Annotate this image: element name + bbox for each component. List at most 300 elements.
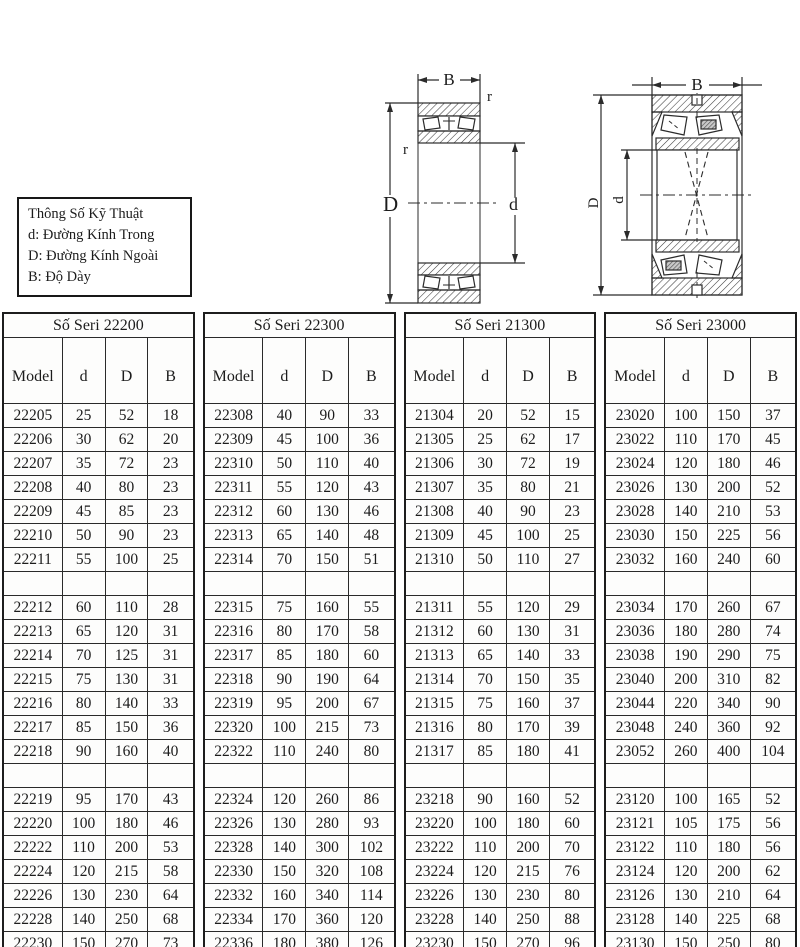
series-table [604, 312, 797, 947]
dim-label-B: B [691, 75, 703, 94]
separator-cell [405, 764, 464, 788]
value-cell: 45 [62, 500, 105, 524]
model-cell: 23040 [605, 668, 664, 692]
value-cell: 55 [62, 548, 105, 572]
value-cell: 72 [105, 452, 148, 476]
table-row [405, 500, 596, 524]
separator-cell [507, 572, 550, 596]
model-cell: 21306 [405, 452, 464, 476]
table-row [3, 908, 194, 932]
model-cell: 21312 [405, 620, 464, 644]
model-cell: 22219 [3, 788, 62, 812]
separator-cell [3, 572, 62, 596]
value-cell: 170 [306, 620, 349, 644]
model-cell: 22205 [3, 404, 62, 428]
model-cell: 21308 [405, 500, 464, 524]
value-cell: 60 [349, 644, 395, 668]
value-cell: 52 [507, 404, 550, 428]
value-cell: 67 [349, 692, 395, 716]
column-header: Model [204, 338, 263, 404]
value-cell: 75 [62, 668, 105, 692]
model-cell: 23048 [605, 716, 664, 740]
model-cell: 23038 [605, 644, 664, 668]
table-row [204, 668, 395, 692]
table-row [405, 908, 596, 932]
model-cell: 22206 [3, 428, 62, 452]
value-cell: 150 [306, 548, 349, 572]
value-cell: 180 [263, 932, 306, 947]
value-cell: 40 [464, 500, 507, 524]
table-row [3, 716, 194, 740]
separator-row [405, 572, 596, 596]
table-row [3, 740, 194, 764]
bearing-cross-section-left [383, 58, 578, 310]
value-cell: 85 [105, 500, 148, 524]
table-row [3, 860, 194, 884]
value-cell: 150 [105, 716, 148, 740]
table-row [605, 860, 796, 884]
table-row [605, 596, 796, 620]
legend-box [17, 197, 192, 297]
value-cell: 150 [707, 404, 750, 428]
model-cell: 23121 [605, 812, 664, 836]
model-cell: 22220 [3, 812, 62, 836]
table-row [3, 692, 194, 716]
table-row [605, 452, 796, 476]
value-cell: 31 [148, 668, 194, 692]
model-cell: 22314 [204, 548, 263, 572]
model-cell: 22326 [204, 812, 263, 836]
value-cell: 150 [263, 860, 306, 884]
separator-cell [306, 764, 349, 788]
table-row [605, 884, 796, 908]
value-cell: 180 [707, 452, 750, 476]
value-cell: 270 [105, 932, 148, 947]
value-cell: 170 [664, 596, 707, 620]
table-row [3, 620, 194, 644]
value-cell: 36 [349, 428, 395, 452]
value-cell: 80 [105, 476, 148, 500]
table-row [405, 812, 596, 836]
value-cell: 140 [664, 500, 707, 524]
value-cell: 21 [549, 476, 595, 500]
separator-row [3, 764, 194, 788]
value-cell: 39 [549, 716, 595, 740]
value-cell: 310 [707, 668, 750, 692]
value-cell: 50 [62, 524, 105, 548]
model-cell: 23226 [405, 884, 464, 908]
value-cell: 215 [306, 716, 349, 740]
value-cell: 250 [105, 908, 148, 932]
value-cell: 20 [464, 404, 507, 428]
value-cell: 75 [464, 692, 507, 716]
value-cell: 270 [507, 932, 550, 947]
series-tables [2, 312, 797, 947]
value-cell: 93 [349, 812, 395, 836]
table-row [605, 836, 796, 860]
series-table [404, 312, 597, 947]
model-cell: 21313 [405, 644, 464, 668]
value-cell: 120 [664, 452, 707, 476]
separator-cell [105, 572, 148, 596]
value-cell: 68 [750, 908, 796, 932]
table-row [405, 644, 596, 668]
value-cell: 62 [750, 860, 796, 884]
value-cell: 67 [750, 596, 796, 620]
value-cell: 51 [349, 548, 395, 572]
model-cell: 22218 [3, 740, 62, 764]
separator-row [3, 572, 194, 596]
value-cell: 160 [263, 884, 306, 908]
value-cell: 74 [750, 620, 796, 644]
model-cell: 21310 [405, 548, 464, 572]
value-cell: 23 [148, 452, 194, 476]
value-cell: 28 [148, 596, 194, 620]
value-cell: 62 [507, 428, 550, 452]
table-row [204, 644, 395, 668]
model-cell: 22320 [204, 716, 263, 740]
series-title: Số Seri 21300 [405, 313, 596, 338]
value-cell: 180 [306, 644, 349, 668]
value-cell: 58 [349, 620, 395, 644]
value-cell: 31 [549, 620, 595, 644]
value-cell: 190 [664, 644, 707, 668]
value-cell: 180 [507, 812, 550, 836]
value-cell: 240 [707, 548, 750, 572]
separator-row [405, 764, 596, 788]
column-header: d [664, 338, 707, 404]
value-cell: 30 [62, 428, 105, 452]
column-header: Model [3, 338, 62, 404]
column-header: B [349, 338, 395, 404]
value-cell: 100 [464, 812, 507, 836]
value-cell: 130 [263, 812, 306, 836]
value-cell: 90 [750, 692, 796, 716]
value-cell: 90 [464, 788, 507, 812]
table-row [204, 428, 395, 452]
table-row [405, 548, 596, 572]
separator-cell [464, 764, 507, 788]
model-cell: 22230 [3, 932, 62, 947]
value-cell: 180 [664, 620, 707, 644]
value-cell: 35 [549, 668, 595, 692]
model-cell: 23218 [405, 788, 464, 812]
value-cell: 43 [148, 788, 194, 812]
dim-label-d: d [509, 194, 518, 214]
separator-cell [62, 764, 105, 788]
table-row [605, 620, 796, 644]
table-row [204, 716, 395, 740]
value-cell: 340 [306, 884, 349, 908]
series-title: Số Seri 22300 [204, 313, 395, 338]
model-cell: 23044 [605, 692, 664, 716]
separator-row [605, 572, 796, 596]
value-cell: 20 [148, 428, 194, 452]
model-cell: 22210 [3, 524, 62, 548]
value-cell: 130 [664, 476, 707, 500]
value-cell: 180 [707, 836, 750, 860]
value-cell: 62 [105, 428, 148, 452]
table-row [605, 644, 796, 668]
dim-label-d: d [611, 196, 627, 204]
value-cell: 140 [306, 524, 349, 548]
value-cell: 55 [349, 596, 395, 620]
value-cell: 70 [62, 644, 105, 668]
value-cell: 100 [263, 716, 306, 740]
model-cell: 23122 [605, 836, 664, 860]
value-cell: 90 [105, 524, 148, 548]
table-row [605, 668, 796, 692]
value-cell: 85 [62, 716, 105, 740]
table-row [605, 428, 796, 452]
value-cell: 120 [464, 860, 507, 884]
value-cell: 25 [62, 404, 105, 428]
value-cell: 60 [464, 620, 507, 644]
value-cell: 60 [750, 548, 796, 572]
value-cell: 120 [349, 908, 395, 932]
value-cell: 165 [707, 788, 750, 812]
separator-cell [3, 764, 62, 788]
column-header: Model [605, 338, 664, 404]
series-header-row [605, 338, 796, 404]
value-cell: 53 [750, 500, 796, 524]
model-cell: 23028 [605, 500, 664, 524]
legend-line-B: B: Độ Dày [28, 269, 91, 286]
value-cell: 105 [664, 812, 707, 836]
value-cell: 35 [62, 452, 105, 476]
series-table [2, 312, 195, 947]
value-cell: 90 [62, 740, 105, 764]
table-row [405, 596, 596, 620]
table-row [405, 692, 596, 716]
series-table [203, 312, 396, 947]
value-cell: 160 [306, 596, 349, 620]
value-cell: 27 [549, 548, 595, 572]
value-cell: 220 [664, 692, 707, 716]
value-cell: 125 [105, 644, 148, 668]
table-row [3, 524, 194, 548]
dim-label-r-left: r [403, 142, 408, 158]
model-cell: 21317 [405, 740, 464, 764]
value-cell: 108 [349, 860, 395, 884]
value-cell: 110 [62, 836, 105, 860]
separator-cell [750, 572, 796, 596]
model-cell: 21311 [405, 596, 464, 620]
value-cell: 70 [263, 548, 306, 572]
value-cell: 340 [707, 692, 750, 716]
separator-cell [204, 572, 263, 596]
value-cell: 200 [707, 476, 750, 500]
legend-line-D: D: Đường Kính Ngoài [28, 248, 159, 265]
table-row [405, 452, 596, 476]
table-row [204, 476, 395, 500]
table-row [605, 716, 796, 740]
value-cell: 215 [105, 860, 148, 884]
table-row [204, 596, 395, 620]
model-cell: 23126 [605, 884, 664, 908]
model-cell: 22324 [204, 788, 263, 812]
separator-cell [62, 572, 105, 596]
value-cell: 65 [263, 524, 306, 548]
value-cell: 55 [464, 596, 507, 620]
value-cell: 100 [664, 404, 707, 428]
column-header: D [306, 338, 349, 404]
value-cell: 120 [62, 860, 105, 884]
value-cell: 150 [664, 524, 707, 548]
value-cell: 23 [148, 524, 194, 548]
column-header: d [62, 338, 105, 404]
table-row [204, 452, 395, 476]
value-cell: 210 [707, 500, 750, 524]
value-cell: 55 [263, 476, 306, 500]
series-header-row [405, 338, 596, 404]
table-row [3, 500, 194, 524]
model-cell: 23022 [605, 428, 664, 452]
table-row [3, 596, 194, 620]
table-row [204, 884, 395, 908]
separator-cell [349, 764, 395, 788]
table-row [204, 932, 395, 947]
table-row [3, 932, 194, 947]
separator-cell [148, 572, 194, 596]
value-cell: 40 [263, 404, 306, 428]
value-cell: 76 [549, 860, 595, 884]
value-cell: 170 [707, 428, 750, 452]
model-cell: 22318 [204, 668, 263, 692]
value-cell: 170 [263, 908, 306, 932]
series-header-row [204, 338, 395, 404]
model-cell: 23032 [605, 548, 664, 572]
value-cell: 215 [507, 860, 550, 884]
separator-cell [707, 764, 750, 788]
value-cell: 18 [148, 404, 194, 428]
table-row [204, 740, 395, 764]
separator-cell [707, 572, 750, 596]
model-cell: 22316 [204, 620, 263, 644]
table-row [3, 812, 194, 836]
value-cell: 41 [549, 740, 595, 764]
table-row [3, 644, 194, 668]
value-cell: 75 [750, 644, 796, 668]
model-cell: 23034 [605, 596, 664, 620]
model-cell: 22217 [3, 716, 62, 740]
value-cell: 140 [263, 836, 306, 860]
value-cell: 90 [507, 500, 550, 524]
value-cell: 280 [707, 620, 750, 644]
value-cell: 120 [507, 596, 550, 620]
model-cell: 22222 [3, 836, 62, 860]
table-row [204, 860, 395, 884]
table-row [204, 500, 395, 524]
model-cell: 23222 [405, 836, 464, 860]
model-cell: 22224 [3, 860, 62, 884]
value-cell: 110 [664, 428, 707, 452]
value-cell: 85 [263, 644, 306, 668]
value-cell: 110 [464, 836, 507, 860]
value-cell: 170 [105, 788, 148, 812]
model-cell: 21304 [405, 404, 464, 428]
value-cell: 23 [148, 500, 194, 524]
table-row [204, 836, 395, 860]
value-cell: 56 [750, 524, 796, 548]
model-cell: 23124 [605, 860, 664, 884]
value-cell: 73 [349, 716, 395, 740]
value-cell: 225 [707, 524, 750, 548]
separator-cell [664, 572, 707, 596]
table-row [204, 548, 395, 572]
model-cell: 23230 [405, 932, 464, 947]
value-cell: 104 [750, 740, 796, 764]
table-row [204, 404, 395, 428]
model-cell: 22315 [204, 596, 263, 620]
model-cell: 23024 [605, 452, 664, 476]
table-row [605, 788, 796, 812]
value-cell: 114 [349, 884, 395, 908]
value-cell: 70 [549, 836, 595, 860]
value-cell: 46 [349, 500, 395, 524]
value-cell: 225 [707, 908, 750, 932]
value-cell: 37 [750, 404, 796, 428]
table-row [204, 812, 395, 836]
separator-cell [605, 572, 664, 596]
value-cell: 60 [62, 596, 105, 620]
separator-cell [664, 764, 707, 788]
value-cell: 53 [148, 836, 194, 860]
value-cell: 400 [707, 740, 750, 764]
separator-cell [148, 764, 194, 788]
value-cell: 80 [464, 716, 507, 740]
value-cell: 52 [750, 788, 796, 812]
table-row [405, 668, 596, 692]
value-cell: 43 [349, 476, 395, 500]
dim-label-D: D [586, 197, 602, 209]
table-row [405, 788, 596, 812]
table-row [204, 692, 395, 716]
column-header: d [263, 338, 306, 404]
value-cell: 120 [306, 476, 349, 500]
value-cell: 46 [750, 452, 796, 476]
series-header-row [3, 338, 194, 404]
value-cell: 33 [349, 404, 395, 428]
value-cell: 130 [105, 668, 148, 692]
value-cell: 25 [464, 428, 507, 452]
value-cell: 56 [750, 836, 796, 860]
dim-label-r-top: r [487, 89, 492, 105]
table-row [405, 476, 596, 500]
value-cell: 200 [664, 668, 707, 692]
dim-label-B: B [443, 70, 455, 89]
value-cell: 29 [549, 596, 595, 620]
value-cell: 25 [148, 548, 194, 572]
value-cell: 17 [549, 428, 595, 452]
column-header: D [105, 338, 148, 404]
value-cell: 100 [507, 524, 550, 548]
value-cell: 130 [306, 500, 349, 524]
value-cell: 280 [306, 812, 349, 836]
model-cell: 22330 [204, 860, 263, 884]
value-cell: 96 [549, 932, 595, 947]
table-row [605, 812, 796, 836]
value-cell: 95 [62, 788, 105, 812]
separator-cell [204, 764, 263, 788]
model-cell: 22214 [3, 644, 62, 668]
table-row [3, 476, 194, 500]
value-cell: 130 [507, 620, 550, 644]
value-cell: 80 [549, 884, 595, 908]
table-row [3, 428, 194, 452]
legend-line-d: d: Đường Kính Trong [28, 227, 155, 244]
value-cell: 82 [750, 668, 796, 692]
